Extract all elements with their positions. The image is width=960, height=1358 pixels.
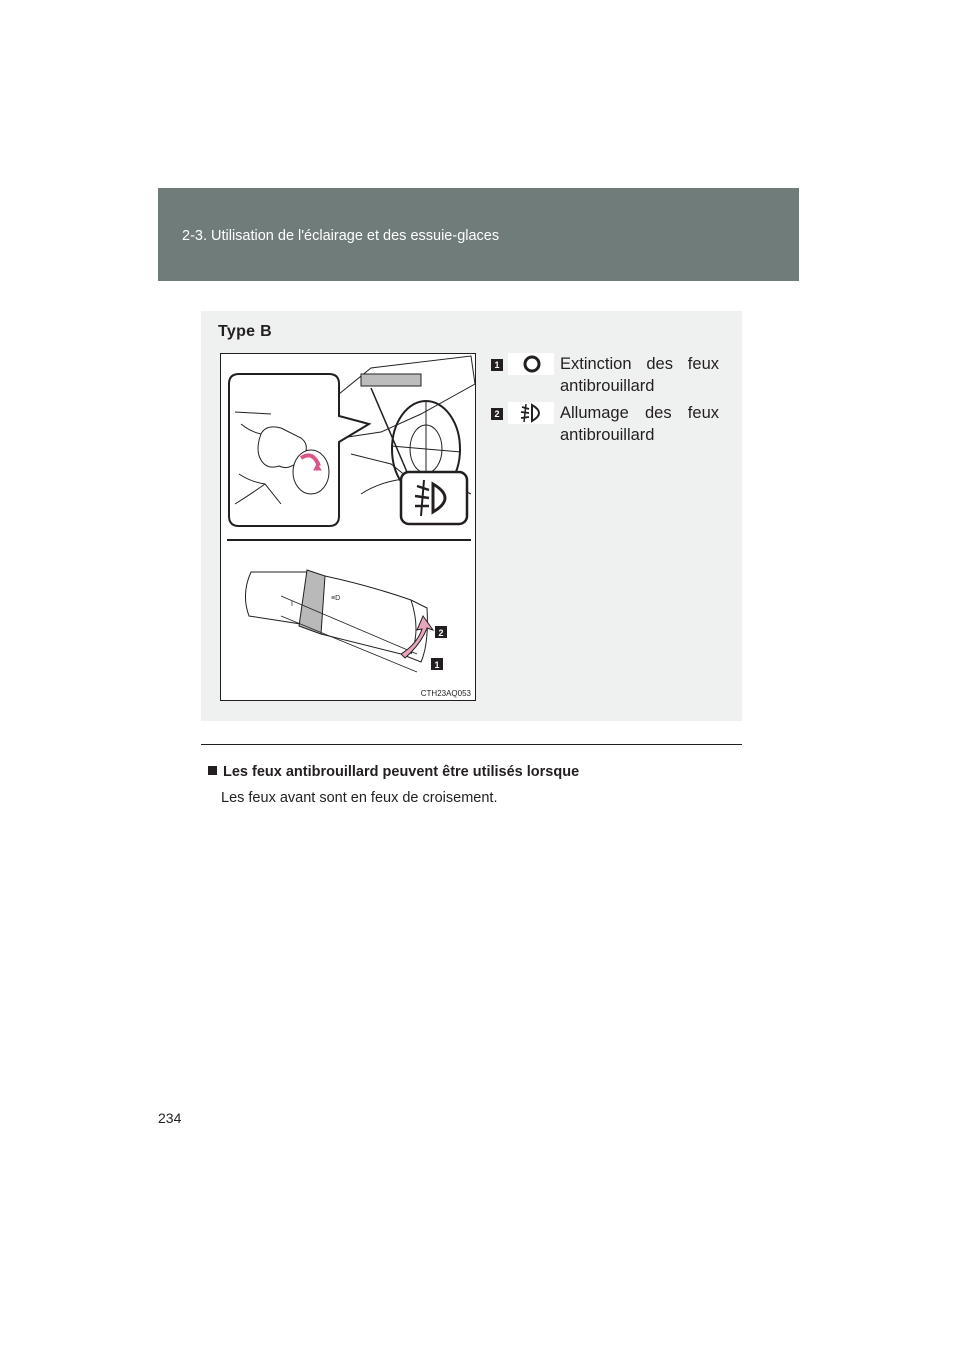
section-divider (201, 744, 742, 745)
rotation-arrow-icon (401, 616, 433, 658)
fog-light-off-icon (508, 353, 554, 375)
legend-text: Allumage des feux antibrouillard (560, 404, 719, 444)
svg-text:I: I (291, 601, 293, 608)
legend-number: 2 (491, 408, 503, 420)
section-header (158, 188, 799, 281)
panel-title: Type B (218, 323, 272, 340)
legend-text: Extinction des feux antibrouillard (560, 355, 719, 395)
svg-text:1: 1 (434, 660, 440, 670)
zoom-callout (229, 374, 369, 526)
page-number: 234 (158, 1110, 182, 1126)
section-title: 2-3. Utilisation de l'éclairage et des essuie-glaces (182, 228, 500, 244)
note-body: Les feux avant sont en feux de croisement. (221, 790, 498, 806)
callout-number-2 (435, 626, 447, 638)
callout-number-1 (431, 658, 443, 670)
image-code: CTH23AQ053 (420, 689, 471, 698)
note-heading (208, 764, 579, 780)
type-b-panel (201, 311, 742, 721)
fog-light-switch-illustration (220, 353, 476, 701)
fog-light-indicator-icon (371, 388, 467, 524)
svg-text:2: 2 (438, 628, 444, 638)
light-lever-illustration (245, 570, 427, 672)
legend-number: 1 (491, 359, 503, 371)
svg-text:≡D: ≡D (331, 595, 341, 602)
bullet-square-icon (208, 766, 217, 775)
note-title-text: Les feux antibrouillard peuvent être utilisés lorsque (223, 764, 580, 780)
fog-light-on-icon (508, 402, 554, 424)
